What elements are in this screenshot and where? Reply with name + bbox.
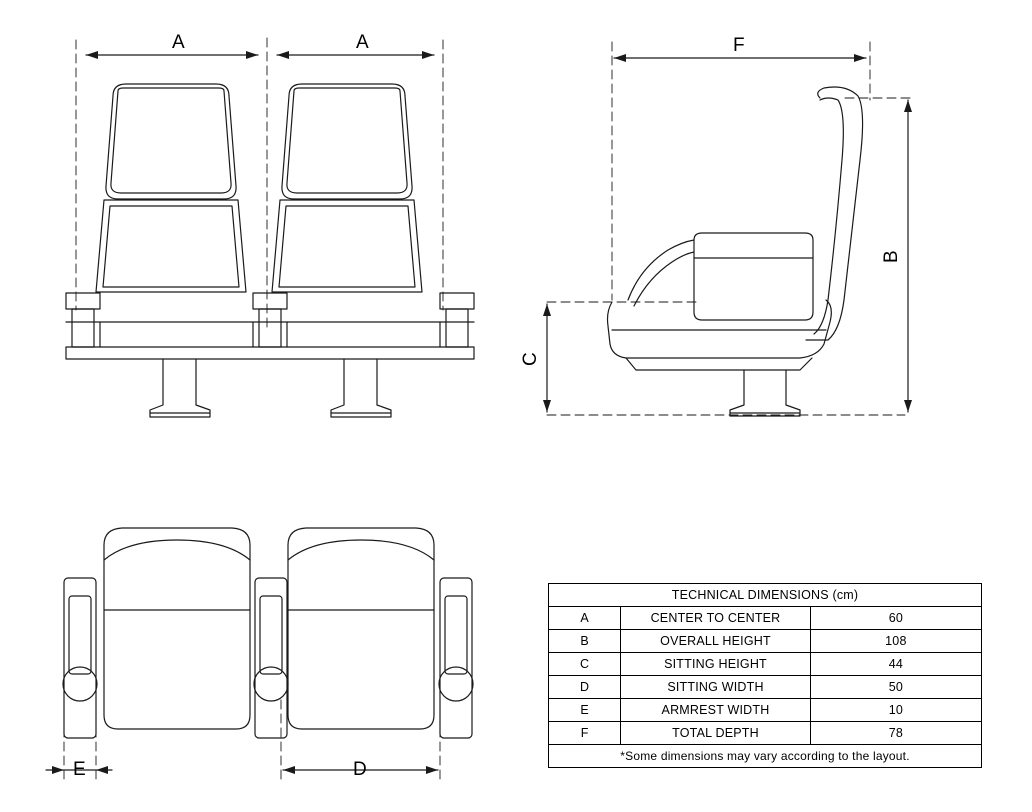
row-value: 60 (810, 607, 981, 630)
row-description: SITTING WIDTH (621, 676, 811, 699)
row-code: A (549, 607, 621, 630)
row-description: OVERALL HEIGHT (621, 630, 811, 653)
label-D: D (353, 759, 367, 780)
table-row (549, 653, 982, 676)
label-B: B (881, 250, 902, 263)
row-description: CENTER TO CENTER (621, 607, 811, 630)
dimension-line-B (904, 100, 912, 412)
table-row (549, 676, 982, 699)
table-row (549, 607, 982, 630)
row-code: F (549, 722, 621, 745)
row-code: E (549, 699, 621, 722)
row-value: 10 (810, 699, 981, 722)
row-value: 50 (810, 676, 981, 699)
technical-dimensions-table (548, 583, 982, 768)
table-note: *Some dimensions may vary according to the layout. (549, 745, 982, 768)
table-header-row (549, 584, 982, 607)
table-row (549, 722, 982, 745)
table-row (549, 630, 982, 653)
row-value: 78 (810, 722, 981, 745)
label-E: E (73, 759, 86, 780)
label-A-left: A (172, 32, 185, 53)
label-C: C (520, 352, 541, 366)
label-A-right: A (356, 32, 369, 53)
row-description: TOTAL DEPTH (621, 722, 811, 745)
table-row (549, 699, 982, 722)
table-note-row (549, 745, 982, 768)
front-view-group (66, 38, 474, 417)
row-code: B (549, 630, 621, 653)
row-value: 44 (810, 653, 981, 676)
top-view-group (46, 528, 473, 782)
row-description: ARMREST WIDTH (621, 699, 811, 722)
row-code: D (549, 676, 621, 699)
side-view-group (543, 42, 915, 416)
row-code: C (549, 653, 621, 676)
table-title: TECHNICAL DIMENSIONS (cm) (549, 584, 982, 607)
row-value: 108 (810, 630, 981, 653)
row-description: SITTING HEIGHT (621, 653, 811, 676)
dimension-line-C (543, 304, 551, 412)
label-F: F (733, 35, 745, 56)
